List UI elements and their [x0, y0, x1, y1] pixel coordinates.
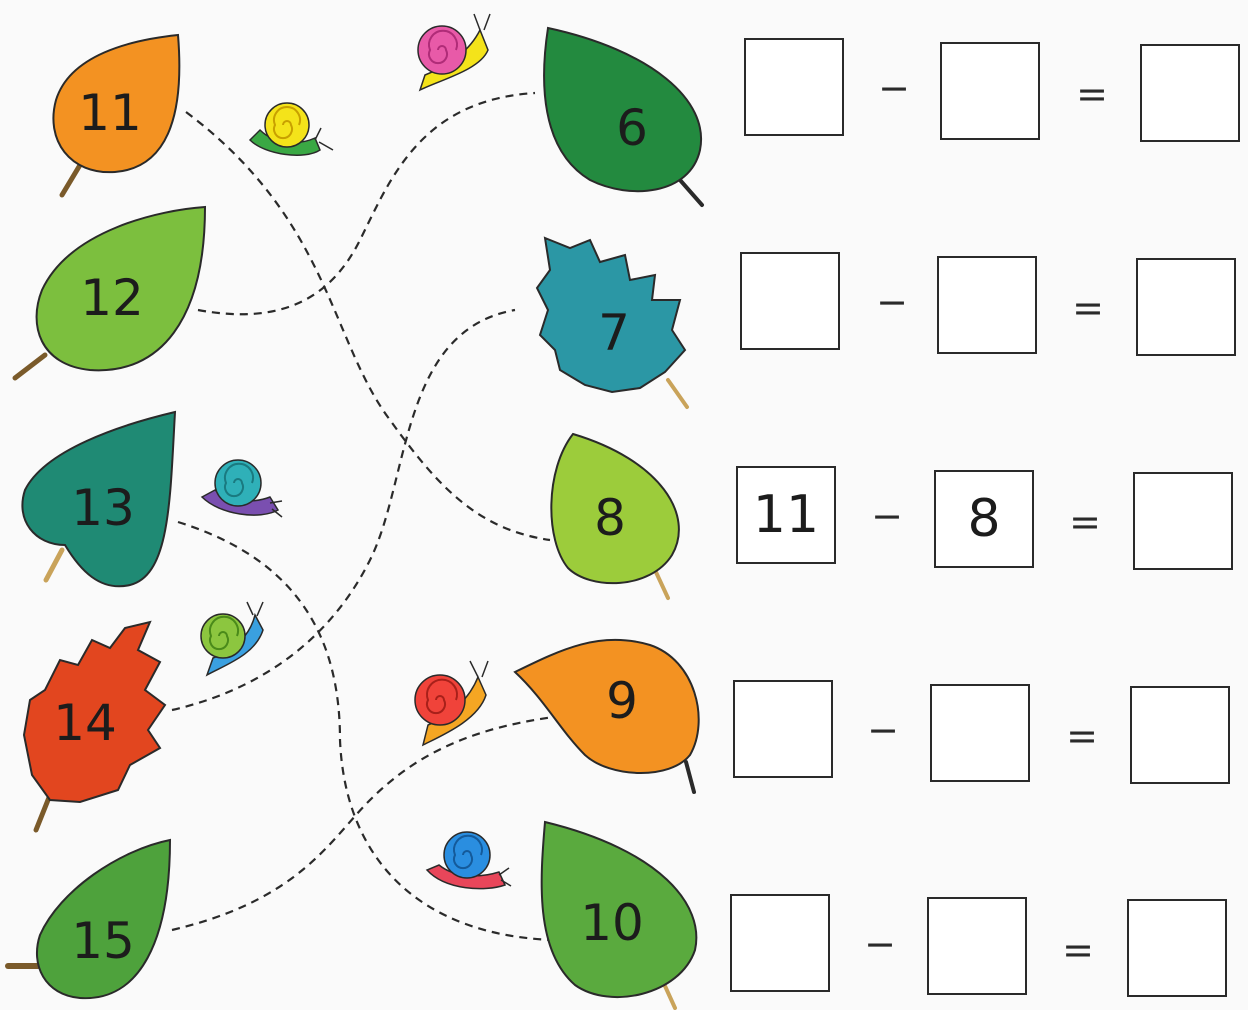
- minuend-box[interactable]: 11: [736, 466, 836, 564]
- subtrahend-box[interactable]: [940, 42, 1040, 140]
- leaf-11-number: 11: [78, 84, 142, 142]
- connector-12-6: [198, 93, 535, 314]
- leaf-12-number: 12: [80, 269, 144, 327]
- equals-sign: =: [1062, 928, 1094, 972]
- result-box[interactable]: [1136, 258, 1236, 356]
- equals-sign: =: [1076, 72, 1108, 116]
- minus-sign: −: [867, 708, 899, 752]
- snail-icon: [415, 661, 488, 745]
- minuend-box[interactable]: [740, 252, 840, 350]
- snail-icon: [202, 460, 282, 517]
- leaf-9[interactable]: [515, 640, 699, 792]
- leaf-6-number: 6: [616, 99, 648, 157]
- leaf-10-number: 10: [580, 894, 644, 952]
- leaf-15-number: 15: [71, 912, 135, 970]
- equals-sign: =: [1069, 500, 1101, 544]
- snail-icon: [250, 103, 333, 155]
- connector-15-9: [172, 715, 570, 930]
- minus-sign: −: [871, 494, 903, 538]
- result-box[interactable]: [1133, 472, 1233, 570]
- leaf-7[interactable]: [537, 238, 687, 407]
- minuend-box[interactable]: [730, 894, 830, 992]
- leaf-11[interactable]: [53, 35, 179, 195]
- snail-icon: [427, 832, 511, 889]
- leaf-15[interactable]: [8, 840, 170, 998]
- equals-sign: =: [1072, 286, 1104, 330]
- leaf-7-number: 7: [598, 304, 630, 362]
- subtrahend-box[interactable]: [930, 684, 1030, 782]
- leaf-6[interactable]: [544, 28, 702, 205]
- subtrahend-box[interactable]: 8: [934, 470, 1034, 568]
- leaf-9-number: 9: [606, 672, 638, 730]
- minuend-box[interactable]: [744, 38, 844, 136]
- connector-lines: [172, 93, 570, 940]
- leaf-13-number: 13: [71, 479, 135, 537]
- result-box[interactable]: [1127, 899, 1227, 997]
- equals-sign: =: [1066, 714, 1098, 758]
- leaf-14[interactable]: [24, 622, 165, 830]
- subtrahend-box[interactable]: [927, 897, 1027, 995]
- leaf-13[interactable]: [22, 412, 175, 586]
- leaf-14-number: 14: [53, 694, 117, 752]
- minus-sign: −: [878, 66, 910, 110]
- leaf-12[interactable]: [15, 207, 205, 378]
- minus-sign: −: [876, 280, 908, 324]
- result-box[interactable]: [1130, 686, 1230, 784]
- subtrahend-box[interactable]: [937, 256, 1037, 354]
- leaf-10[interactable]: [542, 822, 697, 1008]
- leaf-8-number: 8: [594, 489, 626, 547]
- snail-icon: [418, 14, 490, 90]
- leaf-8[interactable]: [551, 434, 679, 598]
- minus-sign: −: [864, 922, 896, 966]
- minuend-box[interactable]: [733, 680, 833, 778]
- snail-icon: [201, 602, 263, 675]
- result-box[interactable]: [1140, 44, 1240, 142]
